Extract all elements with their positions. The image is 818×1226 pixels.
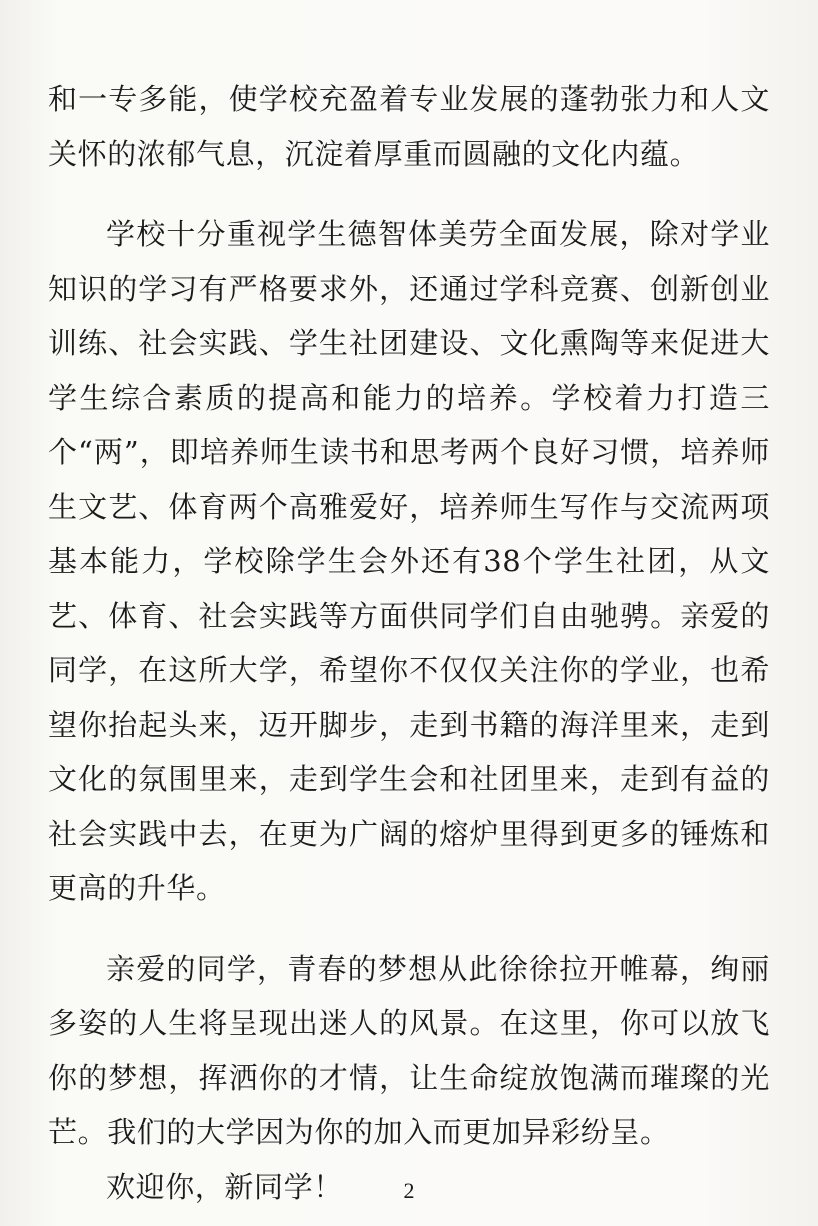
page-number: 2 (403, 1178, 415, 1203)
paragraph-welcome: 欢迎你，新同学！ (106, 1169, 343, 1204)
paragraph-youth-dreams: 亲爱的同学，青春的梦想从此徐徐拉开帷幕，绚丽多姿的人生将呈现出迷人的风景。在这里，你可以放飞你的梦想，挥洒你的才情，让生命绽放饱满而璀璨的光芒。我们的大学因为你的加入而更加异彩纷呈。 (48, 951, 770, 1149)
body-text (48, 72, 770, 1214)
paragraph-continued: 和一专多能，使学校充盈着专业发展的蓬勃张力和人文关怀的浓郁气息，沉淀着厚重而圆融的文化内蕴。 (48, 82, 770, 171)
paragraph-student-development: 学校十分重视学生德智体美劳全面发展，除对学业知识的学习有严格要求外，还通过学科竞赛、创新创业训练、社会实践、学生社团建设、文化熏陶等来促进大学生综合素质的提高和能力的培养。学校着力打造三个“两”，即培养师生读书和思考两个良好习惯，培养师生文艺、体育两个高雅爱好，培养师生写作与交流两项基本能力，学校除学生会外还有38个学生社团，从文艺、体育、社会实践等方面供同学们自由驰骋。亲爱的同学，在这所大学，希望你不仅仅关注你的学业，也希望你抬起头来，迈开脚步，走到书籍的海洋里来，走到文化的氛围里来，走到学生会和社团里来，走到有益的社会实践中去，在更为广阔的熔炉里得到更多的锤炼和更高的升华。 (48, 217, 770, 905)
